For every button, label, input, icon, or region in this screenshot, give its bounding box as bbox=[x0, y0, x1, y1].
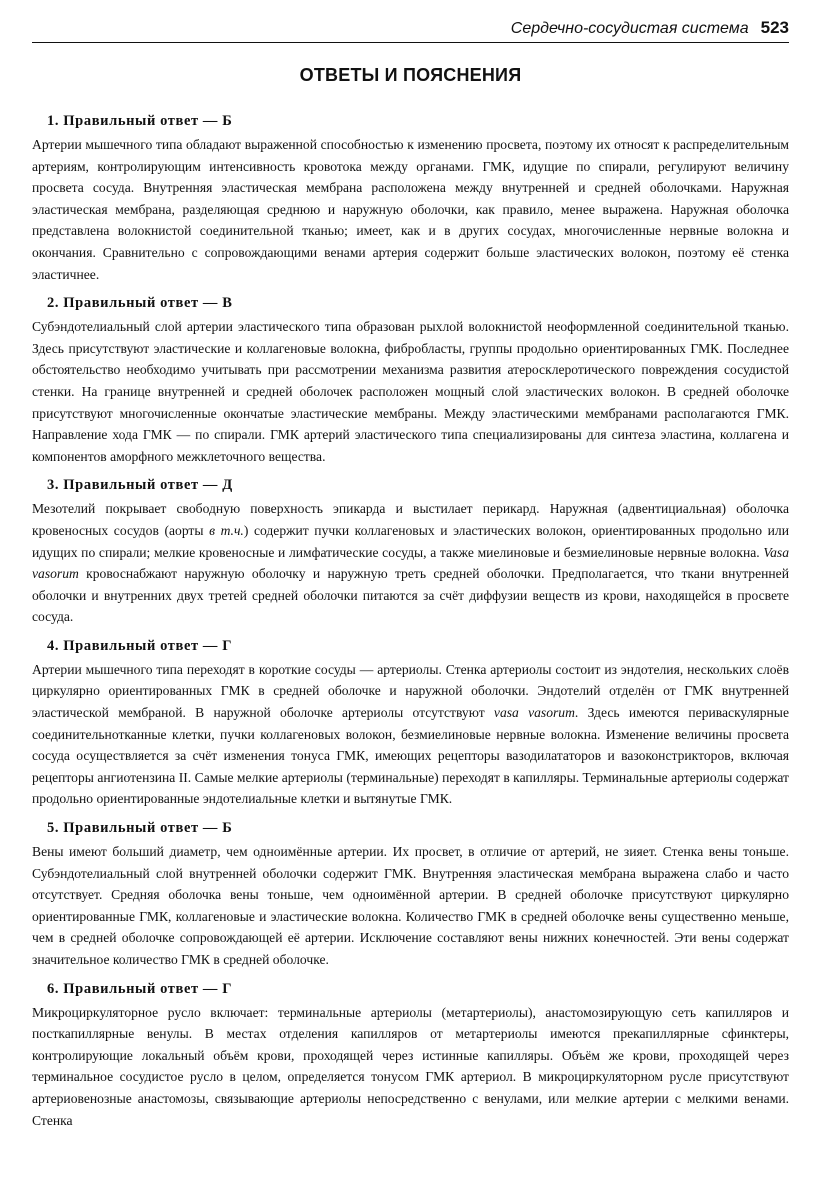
text-run: кровоснабжают наружную оболочку и наружную треть средней оболочки. Предполагается, что ткани внутренней оболочки и внутренних двух третей средней оболочки питаются за счёт диффузии веществ из крови, находящейся в просвете сосуда. bbox=[32, 566, 789, 625]
answer-heading: 6. Правильный ответ — Г bbox=[47, 980, 233, 997]
italic-term: Vasa vasorum bbox=[32, 544, 789, 582]
text-run: Мезотелий покрывает свободную поверхность эпикарда и выстилает перикард. Наружная (адвентициальная) оболочка кровеносных сосудов (аорты bbox=[32, 501, 789, 538]
answer-heading: 1. Правильный ответ — Б bbox=[47, 113, 233, 129]
answer-heading: 5. Правильный ответ — Б bbox=[47, 820, 233, 837]
answer-3 bbox=[32, 475, 789, 628]
text-run: Артерии мышечного типа переходят в короткие сосуды — артериолы. Стенка артериолы состоит из эндотелия, нескольких слоёв циркулярно ориентированных ГМК в средней оболочке и наружной оболочки. Эндотелий отделён от ГМК внутренней эластической мембраной. В наружной оболочке артериолы отсутствуют bbox=[32, 661, 789, 721]
answer-heading: 4. Правильный ответ — Г bbox=[47, 637, 233, 654]
answer-heading: 2. Правильный ответ — В bbox=[47, 295, 233, 312]
text-run: . Здесь имеются периваскулярные соединительнотканные клетки, пучки коллагеновых волокон, безмиелиновые нервные волокна. Изменение величины просвета сосуда осуществляется за счёт изменения тонуса ГМК, имеющих рецепторы вазодилататоров и вазоконстрикторов, включая рецепторы ангиотензина II. Самые мелкие артериолы (терминальные) переходят в капилляры. Терминальные артериолы содержат продольно ориентированные эндотелиальные клетки и вытянутые ГМК. bbox=[32, 705, 789, 807]
answer-explanation bbox=[32, 659, 789, 810]
text-run: ) содержит пучки коллагеновых и эластических волокон, ориентированных продольно или идущих по спирали; мелкие кровеносные и лимфатические сосуды, а также миелиновые и безмиелиновые нервные волокна. bbox=[32, 522, 789, 560]
answer-2 bbox=[32, 293, 789, 467]
answer-explanation bbox=[32, 498, 789, 628]
answer-1 bbox=[32, 111, 789, 285]
answer-5 bbox=[32, 818, 789, 971]
page-number: 523 bbox=[760, 18, 789, 37]
answer-4 bbox=[32, 636, 789, 810]
italic-term: vasa vasorum bbox=[493, 705, 575, 721]
section-title: ОТВЕТЫ И ПОЯСНЕНИЯ bbox=[299, 65, 522, 85]
answer-heading: 3. Правильный ответ — Д bbox=[47, 477, 233, 494]
answer-explanation: Микроциркуляторное русло включает: терминальные артериолы (метартериолы), анастомозирующую сеть капилляров и посткапиллярные венулы. В местах отделения капилляров от метартериолы имеются прекапиллярные сфинктеры, контролирующие локальный объём крови, проходящей через истинные капилляры. Объём же крови, проходящей через терминальное сосудистое русло в целом, определяется тонусом ГМК артериол. В микроциркуляторном русле присутствуют артериовенозные анастомозы, связывающие артериолы непосредственно с венулами, или мелкие артерии с мелкими венами. Стенка bbox=[32, 1004, 789, 1128]
answer-6 bbox=[32, 979, 789, 1132]
italic-term: в т.ч. bbox=[209, 522, 244, 538]
answer-explanation: Вены имеют больший диаметр, чем одноимённые артерии. Их просвет, в отличие от артерий, не зияет. Стенка вены тоньше. Субэндотелиальный слой внутренней оболочки содержит ГМК. Внутренняя эластическая мембрана выражена слабо и часто отсутствует. Средняя оболочка вены тоньше, чем одноимённой артерии. В средней оболочке присутствуют циркулярно ориентированные ГМК, коллагеновые и эластические волокна. Количество ГМК в средней оболочке вены существенно меньше, чем в средней оболочке сопровождающей её артерии. Исключение составляют вены нижних конечностей. Эти вены содержат значительное количество ГМК в средней оболочке. bbox=[32, 844, 789, 967]
running-header bbox=[32, 18, 789, 43]
answers-list bbox=[32, 111, 789, 1139]
answer-explanation: Субэндотелиальный слой артерии эластического типа образован рыхлой волокнистой неоформленной соединительной тканью. Здесь присутствуют эластические и коллагеновые волокна, фибробласты, группы продольно ориентированных ГМК. Последнее обстоятельство необходимо учитывать при рассмотрении механизма развития атеросклеротического повреждения сосудистой стенки. На границе внутренней и средней оболочек расположен мощный слой эластических волокон. В средней оболочке присутствуют многочисленные окончатые эластические мембраны. Между эластическими мембранами располагаются ГМК. Направление хода ГМК — по спирали. ГМК артерий эластического типа специализированы для синтеза эластина, коллагена и компонентов аморфного межклеточного вещества. bbox=[32, 319, 789, 464]
answer-explanation: Артерии мышечного типа обладают выраженной способностью к изменению просвета, поэтому их относят к распределительным артериям, контролирующим интенсивность кровотока между органами. ГМК, идущие по спирали, регулируют величину просвета сосуда. Внутренняя эластическая мембрана расположена между внутренней и средней оболочками. Наружная эластическая мембрана, разделяющая среднюю и наружную оболочки, как правило, менее выражена. Наружная оболочка представлена волокнистой соединительной тканью; имеет, как и в других сосудах, многочисленные нервные волокна и окончания. Сравнительно с сопровождающими венами артерия содержит больше эластических волокон, поэтому её стенка эластичнее. bbox=[32, 137, 789, 282]
running-title: Сердечно-сосудистая система bbox=[510, 20, 749, 37]
